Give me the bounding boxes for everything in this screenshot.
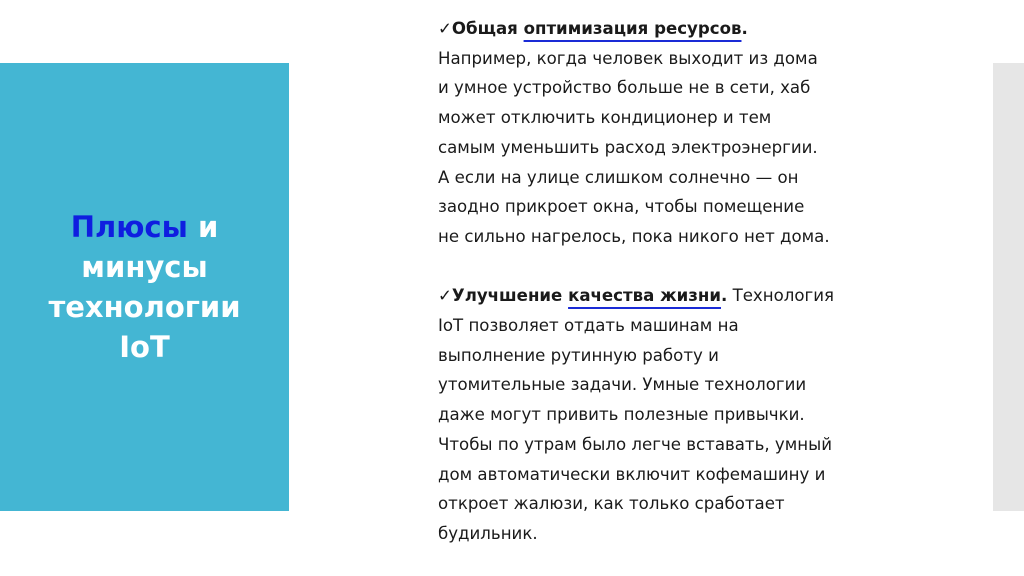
body-line: выполнение рутинную работу и <box>438 345 719 365</box>
body-line: даже могут привить полезные привычки. <box>438 405 805 425</box>
body-line: откроет жалюзи, как только сработает <box>438 494 785 514</box>
body-line: А если на улице слишком солнечно — он <box>438 167 799 187</box>
body-line: будильник. <box>438 523 538 543</box>
body-line: заодно прикроет окна, чтобы помещение <box>438 197 805 217</box>
title-panel <box>0 63 289 511</box>
body-line: Например, когда человек выходит из дома <box>438 48 818 68</box>
body-line: утомительные задачи. Умные технологии <box>438 375 807 395</box>
body-line: IoT позволяет отдать машинам на <box>438 316 739 336</box>
body-line: и умное устройство больше не в сети, хаб <box>438 78 811 98</box>
side-strip <box>993 63 1024 511</box>
slide-title <box>25 207 265 367</box>
heading-text: Общая <box>451 19 524 38</box>
body-line: Чтобы по утрам было легче вставать, умный <box>438 434 833 454</box>
benefit-resource-optimization <box>438 14 878 252</box>
body-line: может отключить кондиционер и тем <box>438 108 772 128</box>
title-line3: технологии <box>48 290 241 324</box>
benefit-quality-of-life <box>438 281 878 548</box>
heading-underlined-text: качества жизни <box>568 286 721 306</box>
title-line2: минусы <box>81 250 208 284</box>
heading-text: Улучшение <box>451 286 569 306</box>
benefit-heading <box>452 286 727 305</box>
heading-line-rest: Технология <box>727 286 834 306</box>
heading-underlined-text: оптимизация ресурсов <box>523 19 742 38</box>
title-accent-word: Плюсы <box>70 210 188 244</box>
body-line: не сильно нагрелось, пока никого нет дома. <box>438 226 830 246</box>
checkmark-icon: ✓ <box>438 19 452 38</box>
benefits-text <box>438 14 878 549</box>
heading-period: . <box>741 19 748 38</box>
title-line4: IoT <box>119 330 170 364</box>
heading-period: . <box>720 286 728 306</box>
body-line: самым уменьшить расход электроэнергии. <box>438 137 818 157</box>
title-line1-rest: и <box>187 210 219 244</box>
body-line: дом автоматически включит кофемашину и <box>438 464 826 484</box>
checkmark-icon: ✓ <box>438 286 452 306</box>
benefit-heading <box>452 19 748 38</box>
